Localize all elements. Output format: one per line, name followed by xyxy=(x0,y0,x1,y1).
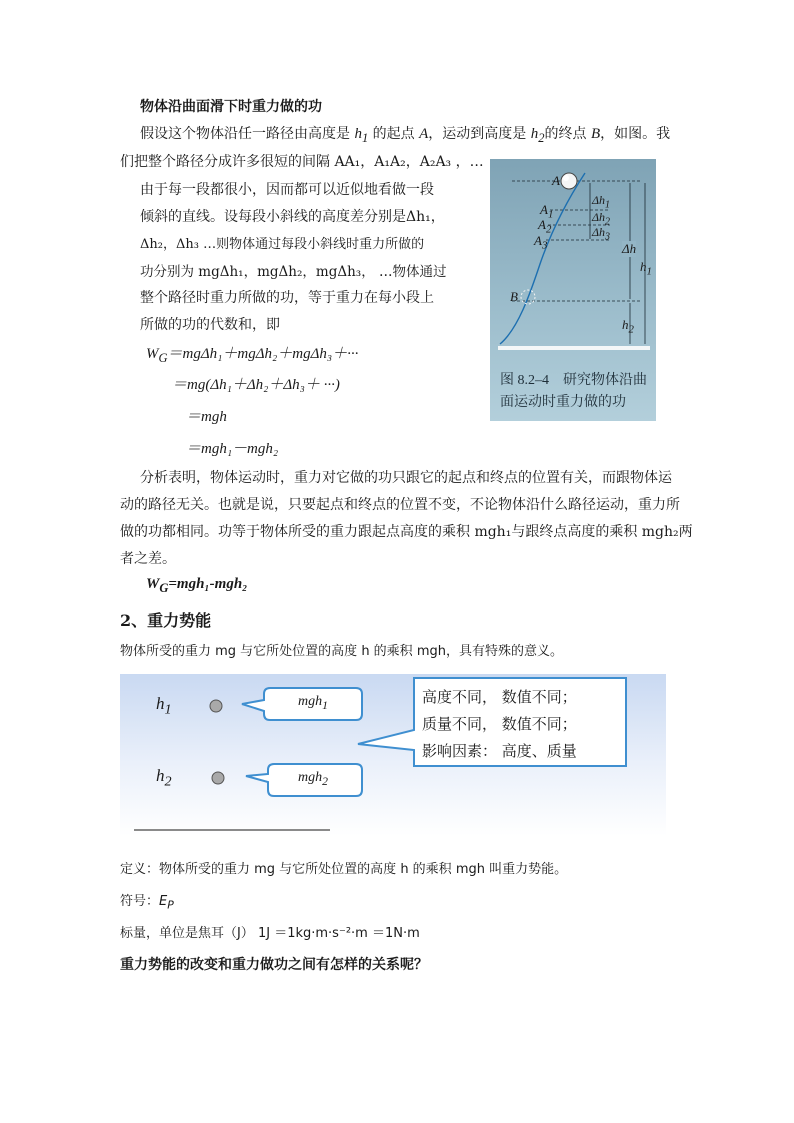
math-expr: =mgh₁-mgh₂ xyxy=(168,576,248,592)
symbol-line xyxy=(120,890,174,912)
label-sub: 1 xyxy=(547,208,554,221)
math-sub: G xyxy=(159,581,169,595)
paragraph-line: Δh₂，Δh₃ …则物体通过每段小斜线时重力所做的 xyxy=(140,237,425,252)
unit-line: 标量，单位是焦耳（J） 1J ＝1kg·m·s⁻²·m ＝1N·m xyxy=(120,926,420,941)
label-var: h xyxy=(640,259,647,274)
label-var: A xyxy=(540,202,548,217)
symbol-sub: P xyxy=(167,898,174,912)
label-A: A xyxy=(552,173,560,188)
equation-line-3: ＝mgh xyxy=(186,409,227,425)
section2-intro: 物体所受的重力 mg 与它所处位置的高度 h 的乘积 mgh，具有特殊的意义。 xyxy=(120,644,563,659)
paragraph-line: 所做的功的代数和，即 xyxy=(140,317,280,333)
symbol-var: E xyxy=(159,894,168,909)
bubble1-text xyxy=(298,694,328,712)
info-box-line-1: 高度不同， 数值不同； xyxy=(422,688,577,706)
math-sub: G xyxy=(158,351,168,365)
label-A3 xyxy=(534,233,547,252)
math-B: B xyxy=(590,126,601,142)
label-big-dh: Δh xyxy=(622,241,637,256)
bubble2-text xyxy=(298,770,328,788)
paragraph-line: 倾斜的直线。设每段小斜线的高度差分别是Δh₁， xyxy=(140,209,445,225)
text-run: ，如图。我 xyxy=(600,126,671,142)
paragraph-line: 分析表明，物体运动时，重力对它做的功只跟它的起点和终点的位置有关，而跟物体运 xyxy=(140,470,672,486)
fig2-label-h2 xyxy=(156,766,172,790)
section-heading: 物体沿曲面滑下时重力做的功 xyxy=(140,99,322,115)
math-var: W xyxy=(146,576,160,592)
label-var: Δh xyxy=(592,193,606,207)
label-dh3 xyxy=(592,225,610,242)
math-sub: 1 xyxy=(361,131,369,145)
definition-text: 定义：物体所受的重力 mg 与它所处位置的高度 h 的乘积 mgh 叫重力势能。 xyxy=(120,862,568,877)
label-var: A xyxy=(534,233,542,248)
text-run: 的终点 xyxy=(544,126,591,142)
label-var: A xyxy=(538,217,546,232)
label-sub: 2 xyxy=(628,323,634,336)
info-box-line-3: 影响因素： 高度、质量 xyxy=(422,742,577,760)
label-var: Δh xyxy=(592,225,606,239)
label-sub: 2 xyxy=(545,223,552,236)
curve-path xyxy=(500,173,585,344)
label-sub: 2 xyxy=(605,216,611,228)
result-formula xyxy=(146,576,247,596)
math-expr: ＝mgΔh₁＋mgΔh₂＋mgΔh₃＋··· xyxy=(167,346,359,362)
figure-potential-energy-svg xyxy=(120,674,666,836)
paragraph-line: 整个路径时重力所做的功，等于重力在每小段上 xyxy=(140,290,434,306)
label-var: h xyxy=(156,694,165,713)
paragraph-line: 由于每一段都很小，因而都可以近似地看做一段 xyxy=(140,182,434,198)
figure-caption: 图 8.2–4 研究物体沿曲面运动时重力做的功 xyxy=(500,373,647,410)
label-var: mgh xyxy=(298,694,323,709)
label-sub: 1 xyxy=(164,701,172,718)
dot-h1 xyxy=(210,700,222,712)
label-sub: 3 xyxy=(541,239,548,252)
paragraph-line: 者之差。 xyxy=(120,551,176,567)
text-run: 假设这个物体沿任一路径由高度是 xyxy=(140,126,355,142)
ball-A xyxy=(561,173,577,189)
label-sub: 1 xyxy=(646,265,652,278)
label-sub: 3 xyxy=(605,231,611,243)
fig2-label-h1 xyxy=(156,694,172,718)
label-dh1 xyxy=(592,193,610,210)
ground-line xyxy=(498,346,650,350)
label-var: h xyxy=(622,317,629,332)
paragraph-line: 做的功都相同。功等于物体所受的重力跟起点高度的乘积 mgh₁与跟终点高度的乘积 mgh₂两 xyxy=(120,524,693,540)
label-var: mgh xyxy=(298,770,323,785)
equation-line-1 xyxy=(146,342,358,366)
paragraph-line: 动的路径无关。也就是说，只要起点和终点的位置不变，不论物体沿什么路径运动，重力所 xyxy=(120,497,680,513)
paragraph-line xyxy=(140,123,670,146)
dot-h2 xyxy=(212,772,224,784)
figure-potential-energy xyxy=(120,674,666,836)
ball-highlight xyxy=(563,175,569,181)
math-h2 xyxy=(530,126,545,145)
math-A: A xyxy=(419,126,429,142)
label-sub: 1 xyxy=(322,698,328,712)
math-h1 xyxy=(354,126,369,145)
text-run: 的起点 xyxy=(368,126,420,142)
label-h1 xyxy=(640,259,652,278)
info-box-line-2: 质量不同， 数值不同； xyxy=(422,715,577,733)
label-var: h xyxy=(156,766,165,785)
label-B: B xyxy=(510,289,518,304)
paragraph-line: 们把整个路径分成许多很短的间隔 AA₁，A₁A₂，A₂A₃ ，… xyxy=(120,154,484,170)
label-var: Δh xyxy=(592,210,606,224)
label-sub: 2 xyxy=(164,773,172,790)
text-run: ，运动到高度是 xyxy=(428,126,531,142)
math-var: W xyxy=(146,346,159,362)
math-var: h xyxy=(530,126,539,142)
equation-line-2: ＝mg(Δh₁＋Δh₂＋Δh₃＋ ···) xyxy=(172,377,340,393)
symbol-label: 符号： xyxy=(120,894,160,909)
question-text: 重力势能的改变和重力做功之间有怎样的关系呢？ xyxy=(120,957,428,973)
section-heading-2: 2、重力势能 xyxy=(120,611,212,630)
math-sub: 2 xyxy=(538,131,545,145)
equation-line-4: ＝mgh₁－mgh₂ xyxy=(186,441,279,457)
math-var: h xyxy=(354,126,362,142)
symbol-ep xyxy=(159,894,174,912)
label-sub: 1 xyxy=(605,199,611,211)
paragraph-line: 功分别为 mgΔh₁，mgΔh₂，mgΔh₃， …物体通过 xyxy=(140,264,447,280)
label-h2 xyxy=(622,317,634,336)
label-sub: 2 xyxy=(322,774,328,788)
